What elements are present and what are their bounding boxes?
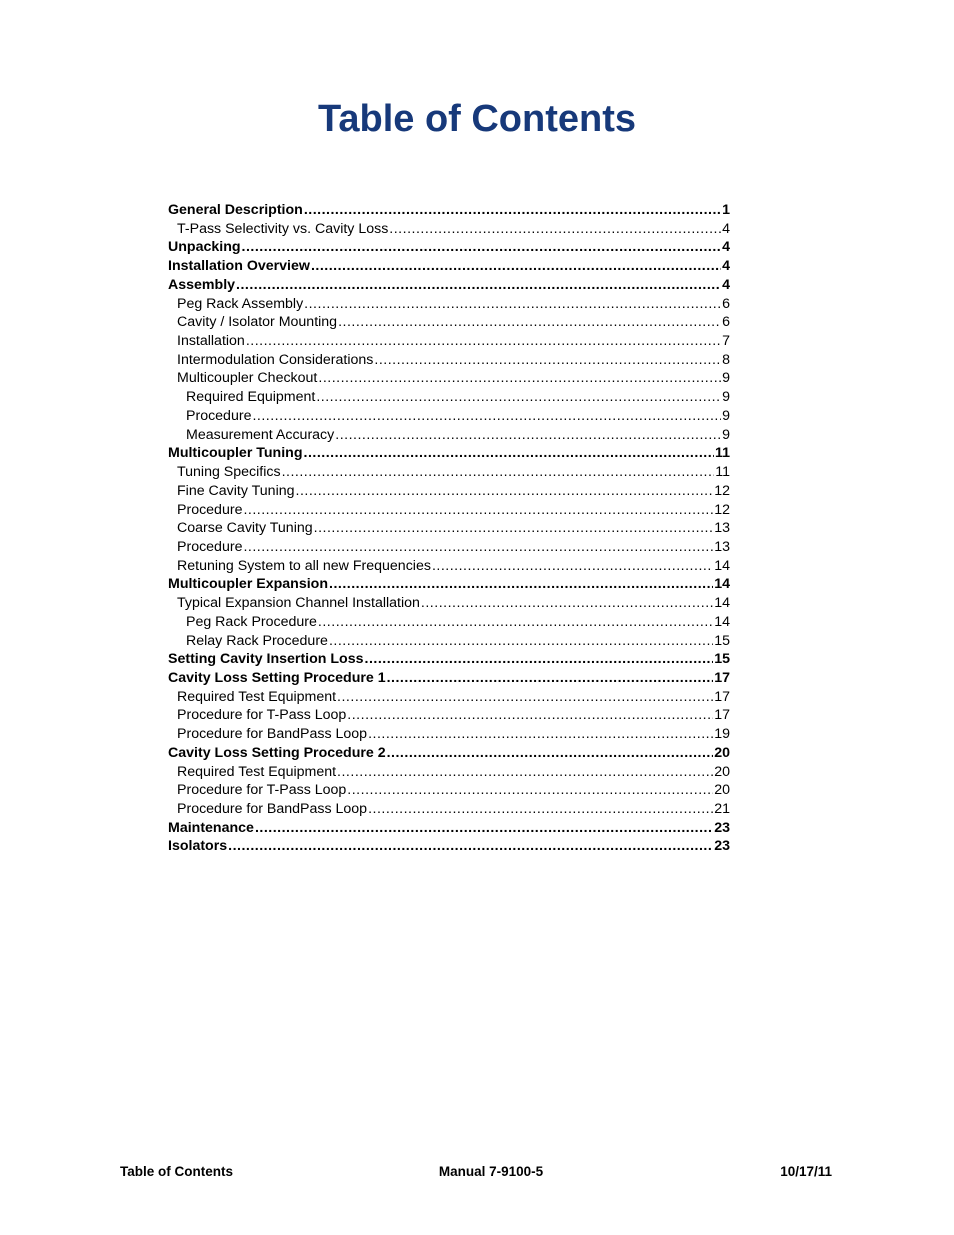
dot-leader (252, 407, 721, 426)
toc-entry-label: Unpacking (168, 239, 241, 256)
toc-entry[interactable] (168, 201, 730, 220)
toc-entry[interactable] (168, 463, 730, 482)
toc-entry[interactable] (168, 369, 730, 388)
toc-entry[interactable] (168, 575, 730, 594)
toc-entry-label: Typical Expansion Channel Installation (177, 595, 420, 612)
toc-entry-page-number: 12 (714, 501, 730, 518)
toc-entry-label: Procedure for T-Pass Loop (177, 707, 347, 724)
toc-entry-label: Cavity Loss Setting Procedure 1 (168, 669, 386, 686)
toc-entry-page-number: 13 (714, 520, 730, 537)
dot-leader (296, 482, 714, 501)
dot-leader (368, 800, 713, 819)
dot-leader (243, 538, 713, 557)
toc-entry[interactable] (168, 763, 730, 782)
toc-entry-label: Cavity Loss Setting Procedure 2 (168, 744, 386, 761)
toc-entry-page-number: 4 (722, 258, 730, 275)
toc-entry[interactable] (168, 426, 730, 445)
dot-leader (338, 313, 721, 332)
toc-entry[interactable] (168, 594, 730, 613)
toc-entry[interactable] (168, 351, 730, 370)
toc-entry[interactable] (168, 332, 730, 351)
toc-entry-page-number: 13 (714, 538, 730, 555)
dot-leader (304, 201, 721, 220)
toc-entry-label: Fine Cavity Tuning (177, 482, 295, 499)
dot-leader (432, 557, 713, 576)
toc-entry-page-number: 15 (714, 651, 730, 668)
toc-entry[interactable] (168, 819, 730, 838)
toc-entry-page-number: 21 (714, 801, 730, 817)
toc-entry-label: Multicoupler Checkout (177, 370, 318, 387)
dot-leader (314, 519, 714, 538)
toc-entry-page-number: 9 (722, 407, 730, 424)
toc-entry-label: Procedure for BandPass Loop (177, 801, 368, 817)
footer-date: 10/17/11 (780, 1164, 832, 1179)
toc-entry[interactable] (168, 519, 730, 538)
toc-entry-label: Procedure (186, 407, 252, 424)
toc-entry-label: Coarse Cavity Tuning (177, 520, 313, 537)
dot-leader (421, 594, 713, 613)
toc-entry[interactable] (168, 669, 730, 688)
dot-leader (374, 351, 721, 370)
toc-entry[interactable] (168, 538, 730, 557)
dot-leader (387, 744, 714, 763)
page-title: Table of Contents (317, 98, 637, 140)
toc-entry-label: Required Test Equipment (177, 688, 337, 705)
toc-entry[interactable] (168, 650, 730, 669)
toc-entry[interactable] (168, 407, 730, 426)
dot-leader (318, 613, 713, 632)
toc-entry-label: Installation (177, 333, 245, 350)
toc-entry[interactable] (168, 744, 730, 763)
toc-entry-label: Required Test Equipment (177, 763, 337, 780)
toc-entry-page-number: 14 (714, 557, 730, 574)
dot-leader (304, 444, 715, 463)
toc-entry-label: Procedure (177, 538, 243, 555)
page-footer (120, 1164, 832, 1182)
toc-entry[interactable] (168, 557, 730, 576)
toc-entry-page-number: 14 (714, 613, 730, 630)
toc-entry-label: Tuning Specifics (177, 464, 281, 481)
toc-entry-label: Multicoupler Expansion (168, 576, 329, 593)
toc-entry-page-number: 20 (714, 744, 730, 761)
toc-entry-label: Procedure (177, 501, 243, 518)
toc-entry[interactable] (168, 388, 730, 407)
footer-manual-number: Manual 7-9100-5 (438, 1164, 544, 1179)
toc-entry[interactable] (168, 632, 730, 651)
toc-entry-page-number: 9 (722, 426, 730, 443)
dot-leader (304, 295, 721, 314)
toc-entry[interactable] (168, 613, 730, 632)
toc-entry-label: Cavity / Isolator Mounting (177, 314, 338, 331)
dot-leader (316, 388, 721, 407)
toc-entry-page-number: 1 (722, 202, 730, 218)
dot-leader (329, 632, 713, 651)
toc-entry-page-number: 20 (714, 782, 730, 799)
toc-entry-label: Relay Rack Procedure (186, 632, 328, 649)
toc-entry-page-number: 8 (722, 351, 730, 368)
toc-entry-label: Peg Rack Procedure (186, 613, 317, 630)
dot-leader (389, 220, 721, 239)
dot-leader (368, 725, 713, 744)
toc-entry-label: Intermodulation Considerations (177, 351, 374, 368)
toc-entry-label: Assembly (168, 276, 236, 293)
toc-entry-label: Maintenance (168, 819, 254, 836)
toc-entry-label: Measurement Accuracy (186, 426, 335, 443)
toc-entry-page-number: 7 (722, 333, 730, 350)
toc-entry-page-number: 9 (722, 389, 730, 406)
dot-leader (228, 837, 713, 856)
dot-leader (337, 763, 713, 782)
footer-section-title: Table of Contents (120, 1164, 233, 1179)
dot-leader (365, 650, 714, 669)
toc-entry-label: Procedure for T-Pass Loop (177, 782, 347, 799)
toc-entry-label: Required Equipment (186, 389, 316, 406)
toc-entry-page-number: 4 (722, 220, 730, 237)
dot-leader (347, 706, 713, 725)
toc-entry-page-number: 23 (714, 838, 730, 855)
toc-entry-page-number: 4 (722, 239, 730, 256)
toc-entry-label: Installation Overview (168, 258, 310, 275)
dot-leader (243, 501, 713, 520)
toc-entry-label: Setting Cavity Insertion Loss (168, 651, 364, 668)
toc-entry[interactable] (168, 837, 730, 856)
toc-entry-page-number: 11 (715, 464, 730, 481)
toc-entry[interactable] (168, 238, 730, 257)
toc-entry[interactable] (168, 295, 730, 314)
toc-entry-page-number: 6 (722, 295, 730, 312)
toc-entry-label: T-Pass Selectivity vs. Cavity Loss (177, 220, 389, 237)
toc-entry-page-number: 20 (714, 763, 730, 780)
toc-entry-page-number: 4 (722, 276, 730, 293)
toc-entry[interactable] (168, 257, 730, 276)
toc-entry[interactable] (168, 501, 730, 520)
toc-entry-page-number: 23 (714, 819, 730, 836)
table-of-contents (168, 201, 730, 856)
dot-leader (255, 819, 713, 838)
dot-leader (387, 669, 714, 688)
toc-entry[interactable] (168, 482, 730, 501)
dot-leader (311, 257, 721, 276)
dot-leader (236, 276, 721, 295)
toc-entry-page-number: 11 (715, 445, 730, 462)
toc-entry-page-number: 17 (714, 669, 730, 686)
toc-entry-page-number: 12 (714, 482, 730, 499)
toc-entry-page-number: 19 (714, 726, 730, 743)
toc-entry-label: Peg Rack Assembly (177, 295, 304, 312)
dot-leader (246, 332, 721, 351)
toc-entry[interactable] (168, 313, 730, 332)
dot-leader (242, 238, 722, 257)
toc-entry[interactable] (168, 220, 730, 239)
toc-entry-page-number: 9 (722, 370, 730, 387)
toc-entry-page-number: 6 (722, 314, 730, 331)
dot-leader (282, 463, 715, 482)
toc-entry-page-number: 14 (714, 595, 730, 612)
toc-entry[interactable] (168, 706, 730, 725)
toc-entry-page-number: 17 (714, 707, 730, 724)
toc-entry-label: Multicoupler Tuning (168, 445, 303, 462)
toc-entry[interactable] (168, 276, 730, 295)
dot-leader (335, 426, 721, 445)
toc-entry[interactable] (168, 800, 730, 819)
toc-entry-page-number: 17 (714, 688, 730, 705)
dot-leader (347, 781, 713, 800)
toc-entry[interactable] (168, 688, 730, 707)
dot-leader (337, 688, 713, 707)
toc-entry-label: General Description (168, 202, 303, 218)
toc-entry-label: Procedure for BandPass Loop (177, 726, 368, 743)
dot-leader (318, 369, 721, 388)
toc-entry[interactable] (168, 725, 730, 744)
toc-entry[interactable] (168, 781, 730, 800)
dot-leader (329, 575, 713, 594)
toc-entry-page-number: 15 (714, 632, 730, 649)
toc-entry-label: Isolators (168, 838, 228, 855)
toc-entry[interactable] (168, 444, 730, 463)
toc-entry-page-number: 14 (714, 576, 730, 593)
toc-entry-label: Retuning System to all new Frequencies (177, 557, 431, 574)
